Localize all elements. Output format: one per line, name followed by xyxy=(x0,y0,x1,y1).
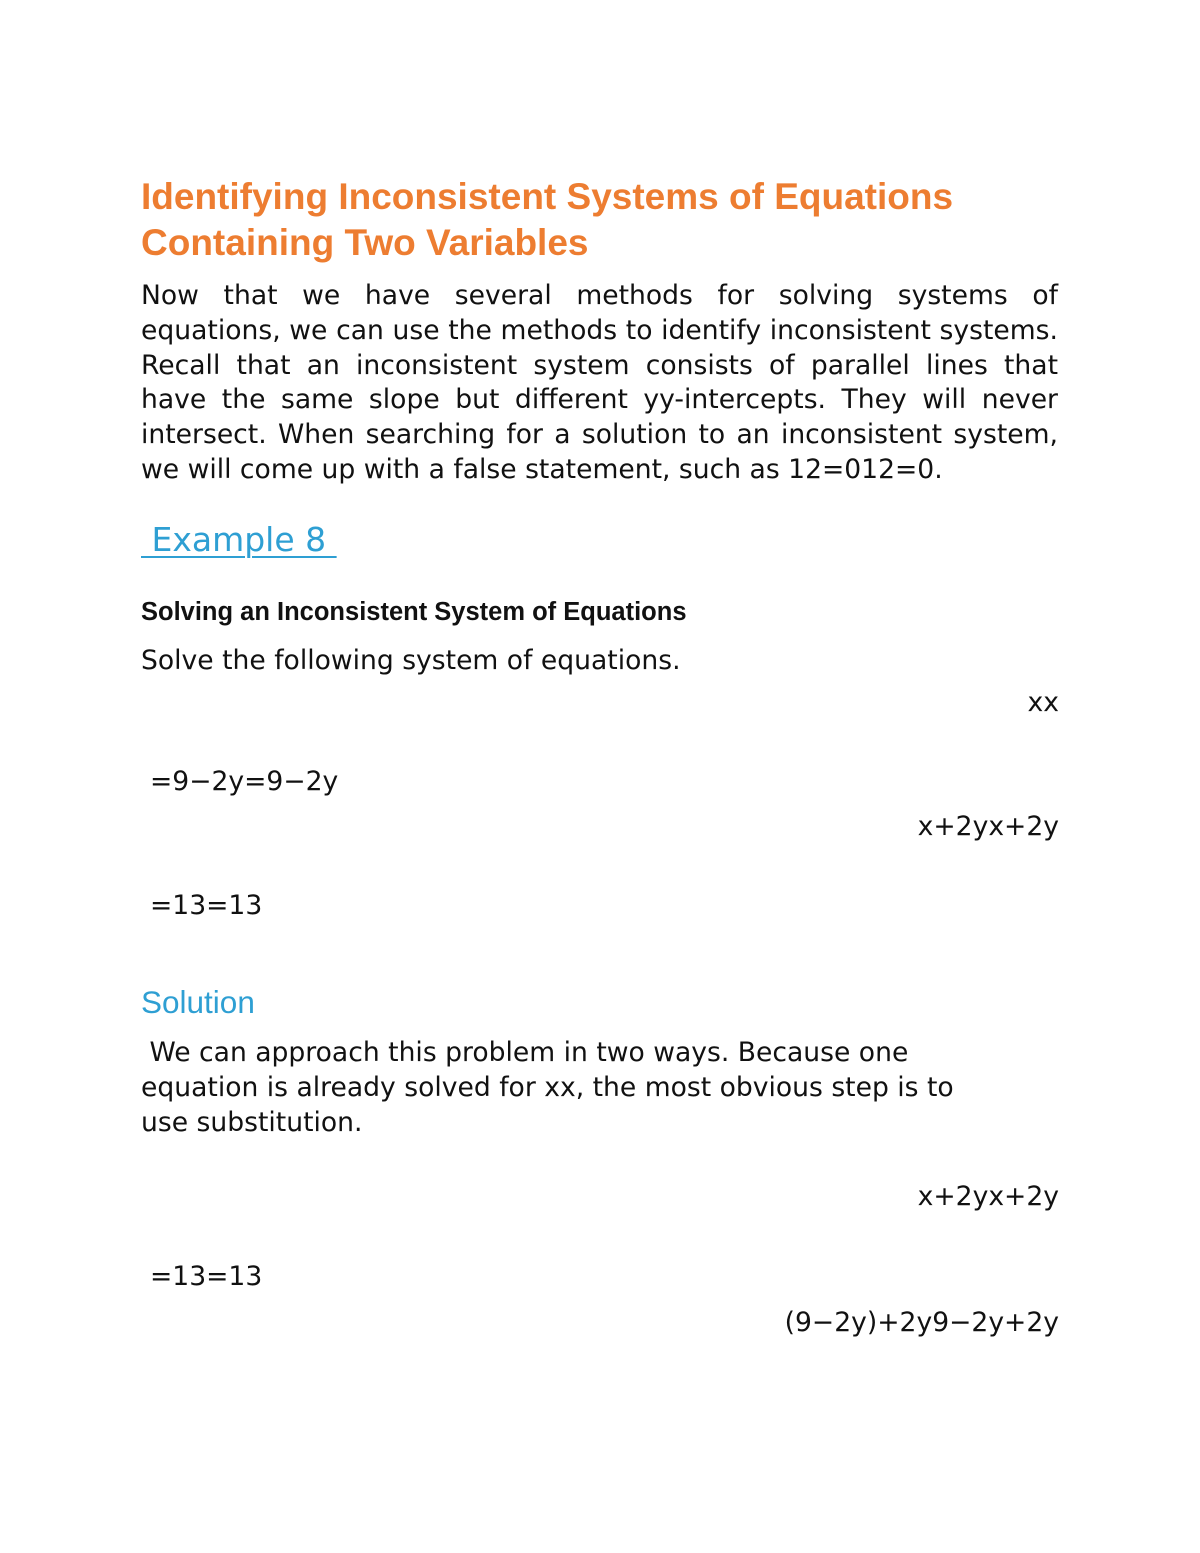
intro-paragraph: Now that we have several methods for solving systems of equations, we can use the methods to identify inconsistent systems. Recall that an inconsistent system consists of parallel lines that have the same slope but different yy-intercepts. They will never intersect. When searching for a solution to an inconsistent system, we will come up with a false statement, such as 12=012=0. xyxy=(141,280,1058,485)
section-heading xyxy=(141,174,1081,266)
substitution-equation-lhs: (9−2y)+2y9−2y+2y xyxy=(784,1307,1059,1338)
equation-1-lhs: xx xyxy=(1027,687,1059,718)
solution-equation-1-lhs: x+2yx+2y xyxy=(917,1181,1059,1212)
equation-2-rhs: =13=13 xyxy=(150,890,263,921)
section-heading-line-1: Identifying Inconsistent Systems of Equations xyxy=(141,176,954,217)
equation-2-lhs: x+2yx+2y xyxy=(917,811,1059,842)
solution-equation-1-rhs: =13=13 xyxy=(150,1261,263,1292)
example-8-link[interactable]: Example 8 xyxy=(141,520,337,559)
solution-paragraph: We can approach this problem in two ways. Because one equation is already solved for xx, the most obvious step is to use substitution. xyxy=(141,1037,954,1138)
example-instruction: Solve the following system of equations. xyxy=(141,645,681,676)
example-title: Solving an Inconsistent System of Equations xyxy=(141,598,687,626)
equation-1-rhs: =9−2y=9−2y xyxy=(150,766,339,797)
solution-heading: Solution xyxy=(141,984,255,1020)
section-heading-line-2: Containing Two Variables xyxy=(141,222,589,263)
